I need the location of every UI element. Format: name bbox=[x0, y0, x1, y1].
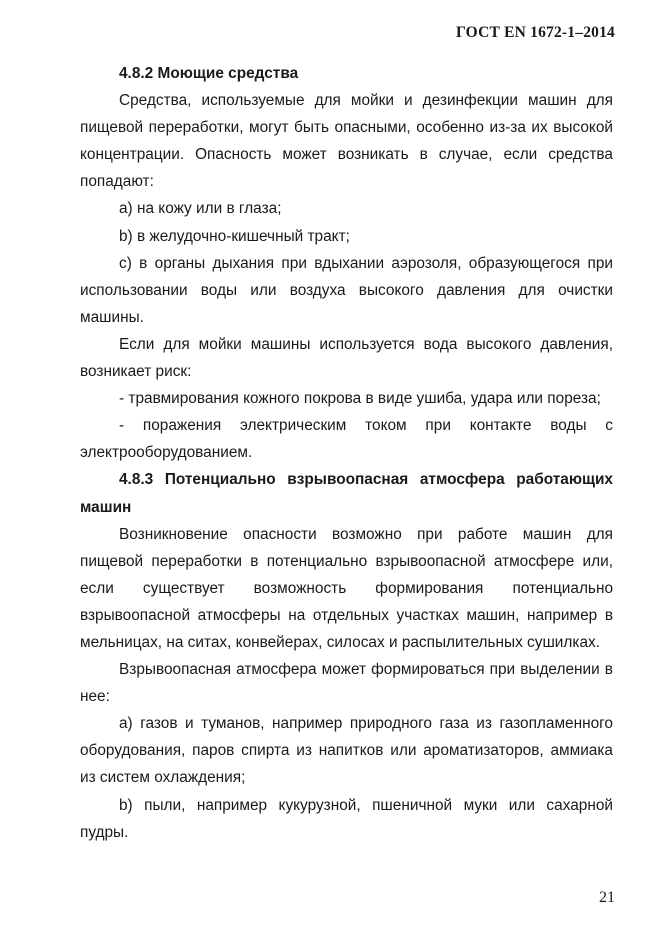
document-header: ГОСТ EN 1672-1–2014 bbox=[456, 24, 615, 41]
section-heading-4-8-2: 4.8.2 Моющие средства bbox=[119, 65, 299, 82]
section-4-8-2-intro: Средства, используемые для мойки и дезинфекции машин для пищевой переработки, могут быть опасными, особенно из-за их высокой концентрации. Опасность может возникать в случае, если средства попадают: bbox=[80, 92, 613, 191]
list-item: b) пыли, например кукурузной, пшеничной муки или сахарной пудры. bbox=[80, 796, 613, 841]
risk-item: - травмирования кожного покрова в виде ушиба, удара или пореза; bbox=[119, 390, 601, 408]
section-4-8-3-para2: Взрывоопасная атмосфера может формироваться при выделении в нее: bbox=[80, 661, 613, 706]
section-4-8-3-para1: Возникновение опасности возможно при работе машин для пищевой переработки в потенциально взрывоопасной атмосфере или, если существует возможность формирования потенциально взрывоопасной атмосферы на отдельных участках машин, например в мельницах, на ситах, конвейерах, силосах и распылительных сушилках. bbox=[80, 525, 613, 651]
document-body bbox=[80, 60, 613, 846]
risk-intro: Если для мойки машины используется вода высокого давления, возникает риск: bbox=[80, 335, 613, 381]
page-number: 21 bbox=[599, 889, 615, 906]
list-item: c) в органы дыхания при вдыхании аэрозоля, образующегося при использовании воды или воздуха высокого давления для очистки машины. bbox=[80, 254, 613, 326]
list-item: b) в желудочно-кишечный тракт; bbox=[119, 227, 350, 245]
list-item: a) на кожу или в глаза; bbox=[119, 200, 282, 218]
section-heading-4-8-3: 4.8.3 Потенциально взрывоопасная атмосфера работающих машин bbox=[80, 471, 613, 516]
list-item: a) газов и туманов, например природного газа из газопламенного оборудования, паров спирта из напитков или ароматизаторов, аммиака из систем охлаждения; bbox=[80, 715, 613, 787]
risk-item: - поражения электрическим током при контакте воды с электрооборудованием. bbox=[80, 417, 613, 462]
